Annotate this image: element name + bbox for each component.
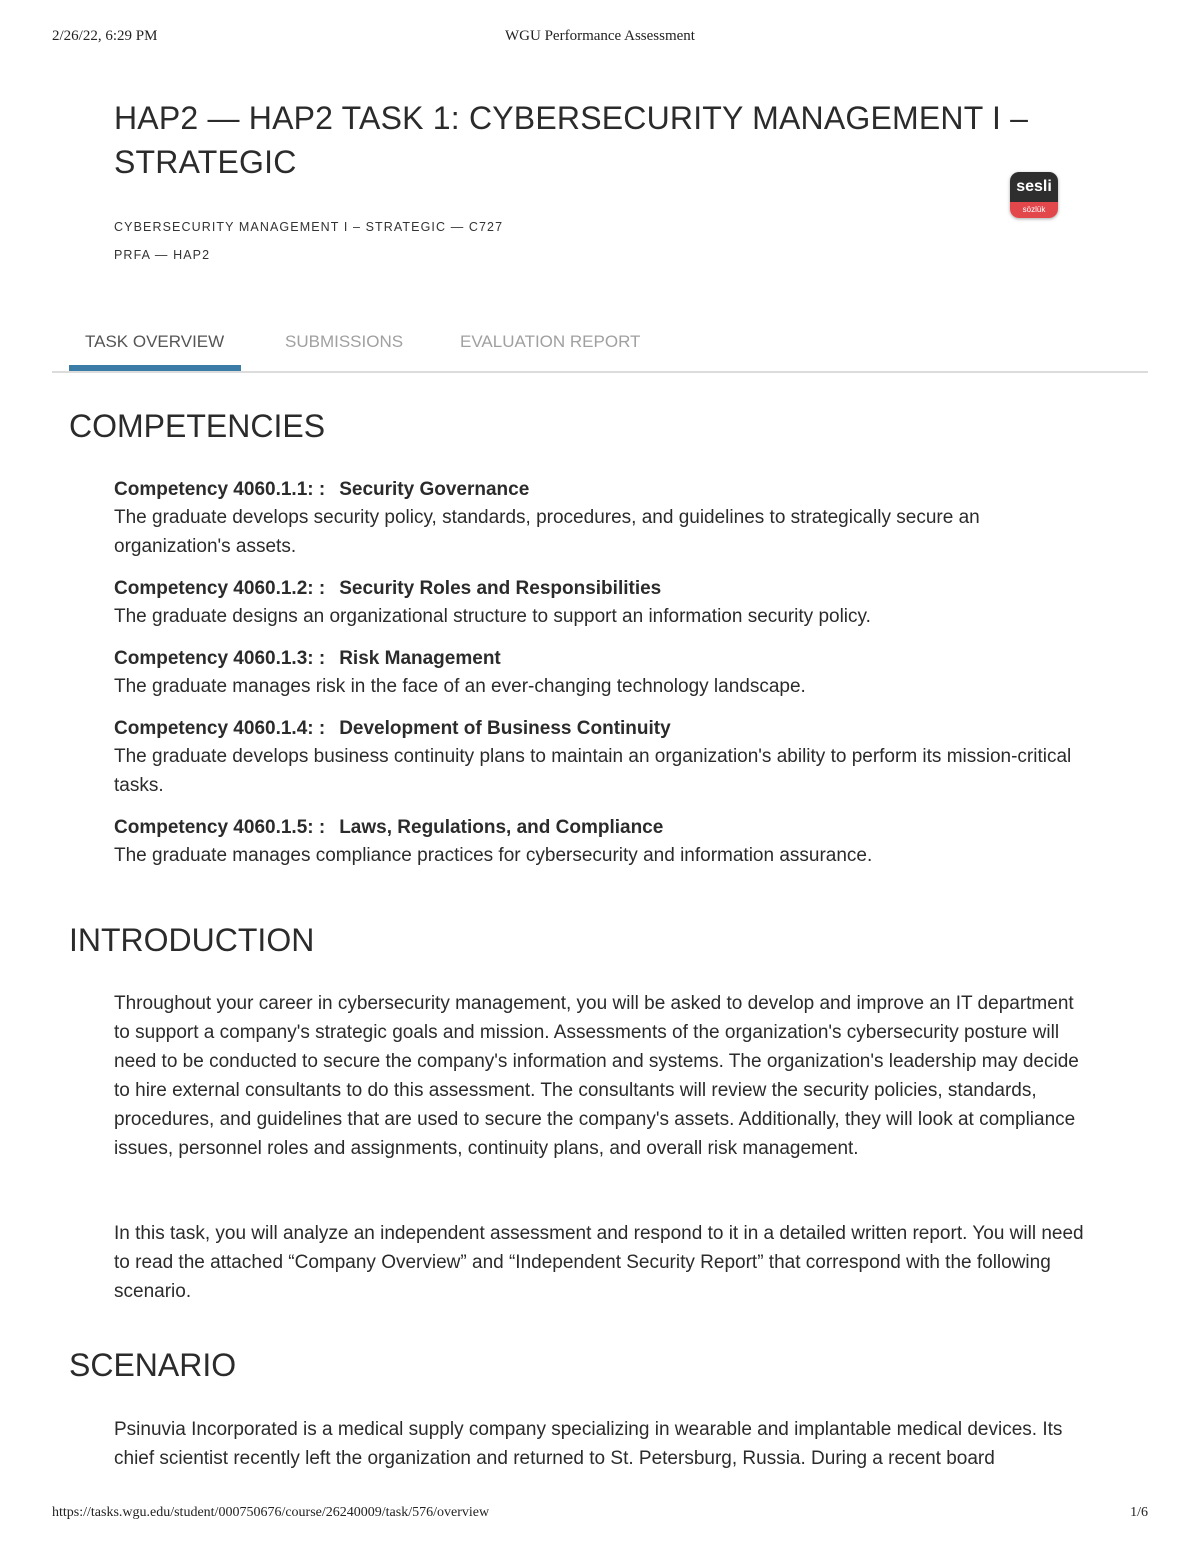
tab-bar <box>52 318 1148 374</box>
scenario-paragraph: Psinuvia Incorporated is a medical supply company specializing in wearable and implantable medical devices. Its chief scientist recently left the organization and returned to St. Petersburg, Russia. During a recent board <box>114 1419 1063 1469</box>
competency-description: The graduate designs an organizational structure to support an information security policy. <box>114 606 871 627</box>
competency-title <box>114 575 1084 602</box>
introduction-paragraph: In this task, you will analyze an independent assessment and respond to it in a detailed written report. You will need to read the attached “Company Overview” and “Independent Security Report” that correspond with the following scenario. <box>114 1223 1084 1302</box>
course-subtitle: CYBERSECURITY MANAGEMENT I – STRATEGIC — C727 <box>114 220 504 234</box>
tab-submissions[interactable]: SUBMISSIONS <box>285 332 404 351</box>
tab-divider <box>52 371 1148 373</box>
competency-title <box>114 715 1084 742</box>
introduction-paragraph: Throughout your career in cybersecurity management, you will be asked to develop and improve an IT department to support a company's strategic goals and mission. Assessments of the organization's cybersecurity posture will need to be conducted to secure the company's information and systems. The organization's leadership may decide to hire external consultants to do this assessment. The consultants will review the security policies, standards, procedures, and guidelines that are used to secure the company's assets. Additionally, they will look at compliance issues, personnel roles and assignments, continuity plans, and overall risk management. <box>114 993 1079 1159</box>
competency-title <box>114 476 1084 503</box>
badge-bottom-label: sözlük <box>1010 202 1058 218</box>
print-header <box>52 28 1148 50</box>
competencies-heading: COMPETENCIES <box>69 408 326 444</box>
print-title: WGU Performance Assessment <box>505 28 695 44</box>
tab-evaluation-report[interactable]: EVALUATION REPORT <box>460 332 641 351</box>
competency-list <box>114 476 1084 884</box>
competency-id: Competency 4060.1.4: : <box>114 718 326 739</box>
competency-description: The graduate manages compliance practices for cybersecurity and information assurance. <box>114 845 873 866</box>
tab-task-overview[interactable]: TASK OVERVIEW <box>85 332 225 351</box>
competency-name: Security Governance <box>339 479 530 500</box>
competency-id: Competency 4060.1.5: : <box>114 817 326 838</box>
competency-item <box>114 645 1084 701</box>
competency-item <box>114 476 1084 561</box>
introduction-heading: INTRODUCTION <box>69 922 315 958</box>
sesli-sozluk-extension-icon[interactable] <box>1010 172 1058 218</box>
competency-item <box>114 814 1084 870</box>
competency-description: The graduate develops security policy, standards, procedures, and guidelines to strategically secure an organization's assets. <box>114 507 980 557</box>
print-footer <box>52 1505 1148 1527</box>
print-url: https://tasks.wgu.edu/student/000750676/course/26240009/task/576/overview <box>52 1505 490 1520</box>
active-tab-indicator <box>69 365 241 371</box>
competency-name: Development of Business Continuity <box>339 718 671 739</box>
competency-id: Competency 4060.1.1: : <box>114 479 326 500</box>
page-title: HAP2 — HAP2 TASK 1: CYBERSECURITY MANAGEMENT I – STRATEGIC <box>114 100 1029 180</box>
page-number: 1/6 <box>1130 1505 1148 1520</box>
competency-description: The graduate manages risk in the face of an ever-changing technology landscape. <box>114 676 806 697</box>
competency-id: Competency 4060.1.3: : <box>114 648 326 669</box>
competency-title <box>114 814 1084 841</box>
competency-description: The graduate develops business continuity plans to maintain an organization's ability to perform its mission-critical tasks. <box>114 746 1072 796</box>
competency-name: Security Roles and Responsibilities <box>339 578 662 599</box>
competency-name: Laws, Regulations, and Compliance <box>339 817 664 838</box>
print-date: 2/26/22, 6:29 PM <box>52 28 158 44</box>
competency-title <box>114 645 1084 672</box>
competency-name: Risk Management <box>339 648 501 669</box>
competency-item <box>114 575 1084 631</box>
task-code: PRFA — HAP2 <box>114 248 211 262</box>
competency-item <box>114 715 1084 800</box>
badge-top-label: sesli <box>1010 172 1058 202</box>
competency-id: Competency 4060.1.2: : <box>114 578 326 599</box>
scenario-heading: SCENARIO <box>69 1347 237 1383</box>
